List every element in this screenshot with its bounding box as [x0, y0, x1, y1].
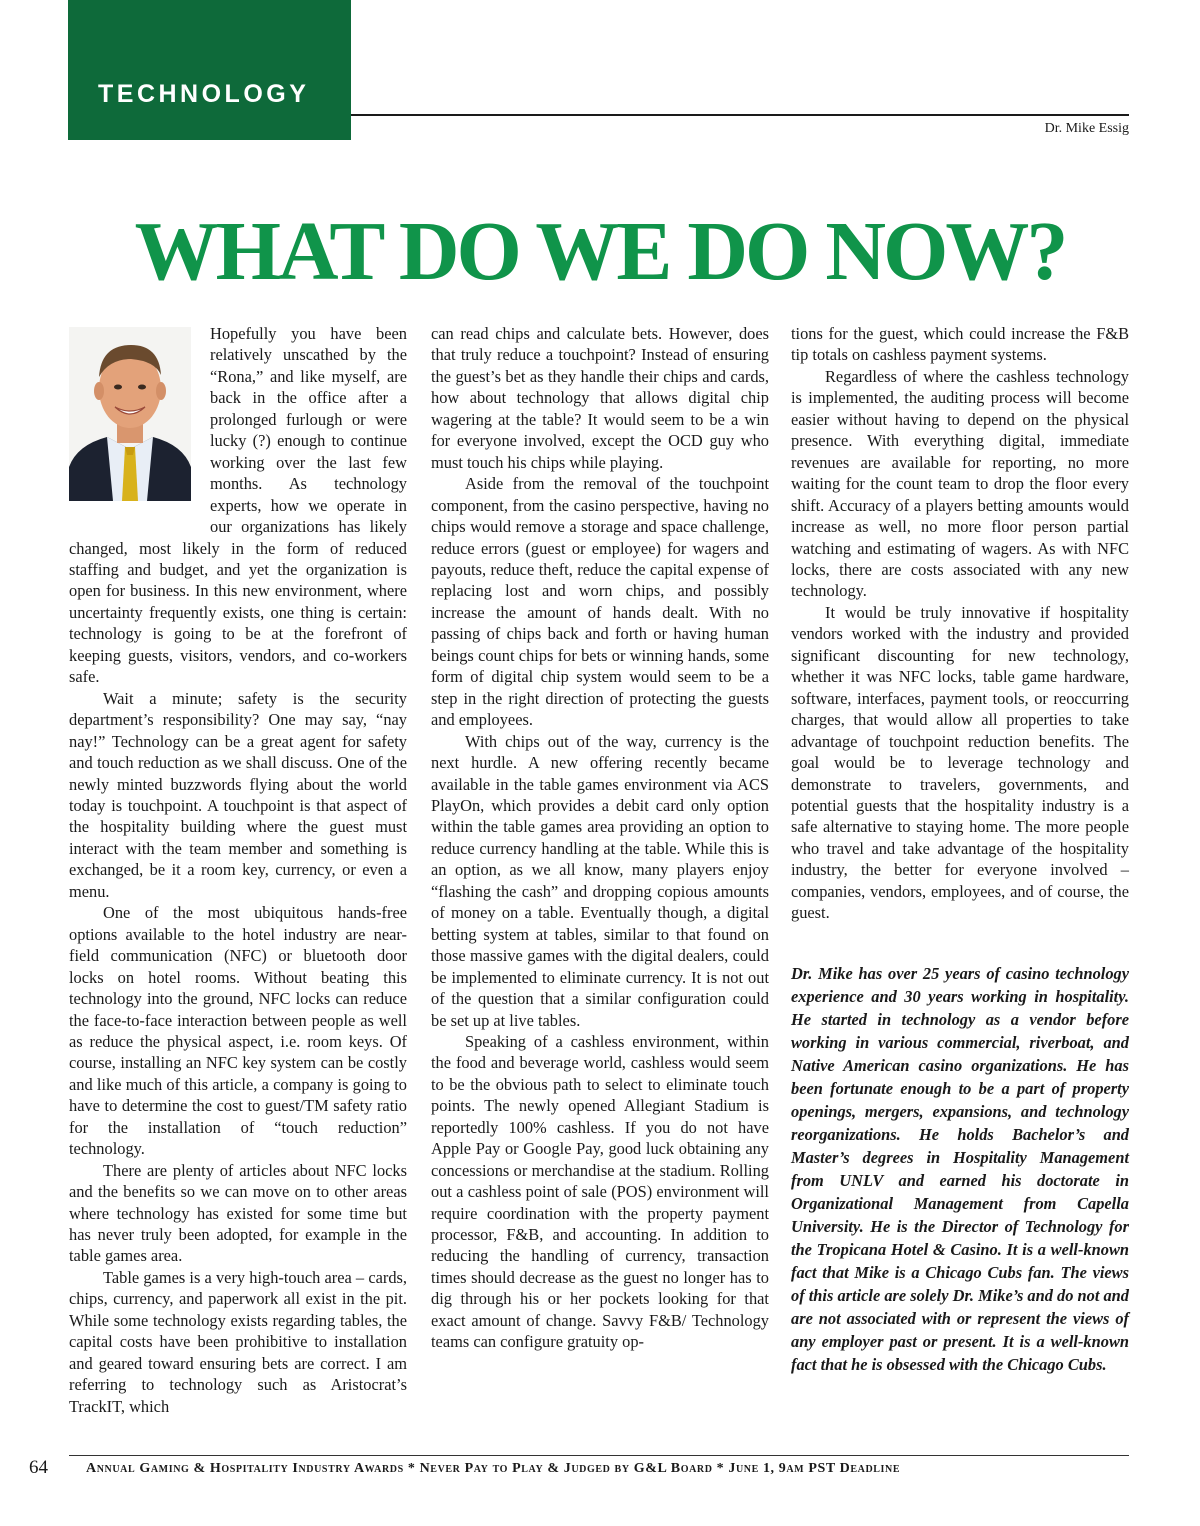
paragraph: With chips out of the way, currency is the next hurdle. A new offering recently became available in the table games environment via ACS PlayOn, which provides a debit card only option within the table games area providing an option to reduce currency handling at the table. While this is an option, as we all know, many players enjoy “flashing the cash” and dropping copious amounts of money on a table. Eventually though, a digital betting system at tables, similar to that found on those massive games with the digital dealers, could be implemented to eliminate currency. It is not out of the question that a similar configuration could be set up at live tables. [431, 731, 769, 1030]
paragraph: Regardless of where the cashless technology is implemented, the auditing process will become easier without having to depend on the physical presence. With everything digital, immediate revenues are available for reporting, no more waiting for the count team to drop the floor every shift. Accuracy of a players betting amounts would increase as well, no more floor person partial watching and estimating of wagers. As with NFC locks, there are costs associated with any new technology. [791, 366, 1129, 601]
photo-wrap-spacer [69, 323, 210, 523]
article-column-3 [791, 323, 1129, 1376]
paragraph: Wait a minute; safety is the security department’s responsibility? One may say, “nay nay!” Technology can be a great agent for safety and touch reduction as we shall discuss. One of the newly minted buzzwords flying about the world today is touchpoint. A touchpoint is that aspect of the hospitality building where the guest must interact with the team member and something is exchanged, be it a room key, currency, or even a menu. [69, 688, 407, 901]
footer-banner-text: Annual Gaming & Hospitality Industry Awards * Never Pay to Play & Judged by G&L Board * June 1, 9am PST Deadline [86, 1461, 901, 1476]
article-title: WHAT DO WE DO NOW? [134, 205, 1066, 298]
header-rule [351, 114, 1129, 116]
paragraph: tions for the guest, which could increase the F&B tip totals on cashless payment systems. [791, 324, 1129, 365]
article-column-1 [69, 323, 407, 1417]
paragraph: Hopefully you have been relatively unscathed by the “Rona,” and like myself, are back in the office after a prolonged furlough or were lucky (?) enough to continue working over the last few months. As technology experts, how we operate in our organizations has likely changed, most likely in the form of reduced staffing and budget, and yet the organization is open for business. In this new environment, where uncertainty frequently exists, one thing is certain: technology is going to be at the forefront of keeping guests, visitors, vendors, and co-workers safe. [69, 324, 407, 687]
paragraph: One of the most ubiquitous hands-free options available to the hotel industry are near-field communication (NFC) or bluetooth door locks on hotel rooms. Without beating this technology into the ground, NFC locks can reduce the face-to-face interaction between people as well as reduce the physical aspect, i.e. room keys. Of course, installing an NFC key system can be costly and like much of this article, a company is going to have to determine the cost to guest/TM safety ratio for the installation of “touch reduction” technology. [69, 903, 407, 1159]
paragraph: can read chips and calculate bets. However, does that truly reduce a touchpoint? Instead of ensuring the guest’s bet as they handle their chips and cards, how about technology that allows digital chip wagering at the table? It would seem to be a win for everyone involved, except the OCD guy who must touch his chips while playing. [431, 324, 769, 472]
page-number: 64 [29, 1457, 48, 1478]
paragraph: Aside from the removal of the touchpoint component, from the casino perspective, having no chips would remove a storage and space challenge, reduce errors (guest or employee) for wagers and payouts, reduce theft, reduce the capital expense of replacing lost and worn chips, and possibly increase the amount of hands dealt. With no passing of chips back and forth or having human beings count chips for bets or winning hands, some form of digital chip system would seem to be a step in the right direction of protecting the guests and employees. [431, 474, 769, 730]
author-bio: Dr. Mike has over 25 years of casino technology experience and 30 years working in hospitality. He started in technology as a vendor before working in various commercial, riverboat, and Native American casino organizations. He has been fortunate enough to be a part of property openings, mergers, expansions, and technology reorganizations. He holds Bachelor’s and Master’s degrees in Hospitality Management from UNLV and earned his doctorate in Organizational Management from Capella University. He is the Director of Technology for the Tropicana Hotel & Casino. It is a well-known fact that Mike is a Chicago Cubs fan. The views of this article are solely Dr. Mike’s and do not and are not associated with or represent the views of any employer past or present. It is a well-known fact that he is obsessed with the Chicago Cubs. [791, 963, 1129, 1374]
article-column-2 [431, 323, 769, 1353]
paragraph: There are plenty of articles about NFC locks and the benefits so we can move on to other areas where technology has existed for some time but has never truly been adopted, for example in the table games area. [69, 1160, 407, 1266]
paragraph: It would be truly innovative if hospitality vendors worked with the industry and provided significant discounting for new technology, whether it was NFC locks, table game hardware, software, interfaces, payment tools, or reoccurring charges, that would allow all properties to take advantage of touchpoint reduction benefits. The goal would be to leverage technology and demonstrate to travelers, governments, and potential guests that the hospitality industry is a safe alternative to staying home. The more people who travel and take advantage of the hospitality industry, the better for everyone involved – companies, vendors, employees, and of course, the guest. [791, 602, 1129, 923]
section-banner [68, 0, 351, 140]
footer-rule [69, 1455, 1129, 1456]
author-byline: Dr. Mike Essig [1044, 121, 1129, 136]
paragraph: Speaking of a cashless environment, within the food and beverage world, cashless would seem to be the obvious path to select to eliminate touch points. The newly opened Allegiant Stadium is reportedly 100% cashless. If you do not have Apple Pay or Google Pay, good luck obtaining any concessions or merchandise at the stadium. Rolling out a cashless point of sale (POS) environment will require coordination with the property payment processor, F&B, and accounting. In addition to reducing the handling of currency, transaction times should decrease as the guest no longer has to dig through his or her pockets looking for that exact amount of change. Savvy F&B/ Technology teams can configure gratuity op- [431, 1031, 769, 1352]
section-label: TECHNOLOGY [98, 80, 310, 108]
paragraph: Table games is a very high-touch area – cards, chips, currency, and paperwork all exist in the pit. While some technology exists regarding tables, the capital costs have been prohibitive to installation and geared toward ensuring bets are correct. I am referring to technology such as Aristocrat’s TrackIT, which [69, 1267, 407, 1416]
